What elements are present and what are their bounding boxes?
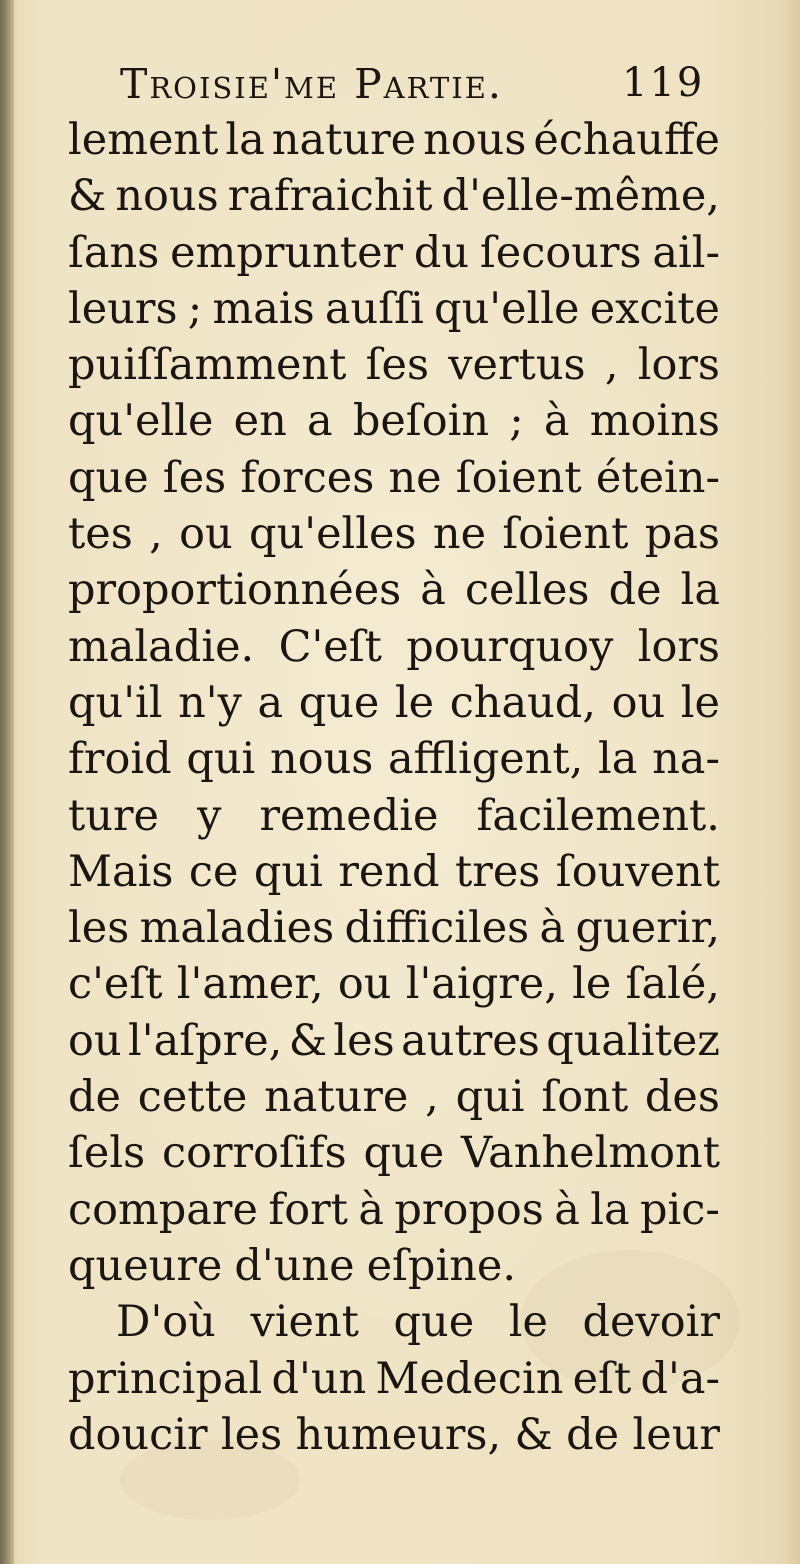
word: qui <box>186 734 256 785</box>
text-line <box>68 731 720 787</box>
word: vient <box>250 1297 359 1348</box>
word: a <box>306 396 333 447</box>
word: à <box>543 396 570 447</box>
word: tres <box>454 846 541 897</box>
text-line <box>68 900 720 956</box>
word: moins <box>589 396 720 447</box>
word: beſoin <box>352 396 490 447</box>
text-line <box>68 506 720 562</box>
word: d'elle-même, <box>441 171 720 222</box>
word: le <box>680 677 720 728</box>
word: doucir <box>68 1409 208 1460</box>
word: fort <box>268 1184 348 1235</box>
word: les <box>220 1409 283 1460</box>
word: à <box>358 1184 384 1235</box>
word: ſalé, <box>625 959 720 1010</box>
word: vertus <box>448 340 586 391</box>
word: d'un <box>271 1353 367 1404</box>
word: rafraichit <box>227 171 433 222</box>
word: la <box>598 734 638 785</box>
word: guerir, <box>575 903 720 954</box>
text-line <box>68 281 720 337</box>
word: qu'elle <box>434 283 580 334</box>
word: ſes <box>365 340 430 391</box>
word: ce <box>188 846 239 897</box>
text-line <box>68 337 720 393</box>
word: C'eſt <box>278 621 382 672</box>
word: du <box>413 227 470 278</box>
text-line <box>68 956 720 1012</box>
word: D'où <box>116 1297 216 1348</box>
word: corroſifs <box>162 1128 347 1179</box>
text-line <box>68 619 720 675</box>
book-spine-edge <box>0 0 14 1564</box>
text-line <box>68 1238 720 1294</box>
word: & <box>288 1015 328 1066</box>
word: que <box>363 1128 445 1179</box>
word: qu'elles <box>249 509 417 560</box>
word: à <box>420 565 446 616</box>
text-line <box>68 168 720 224</box>
word: d'a- <box>640 1353 720 1404</box>
running-header <box>0 60 800 120</box>
word: que <box>298 677 380 728</box>
word: les <box>333 1015 395 1066</box>
word: la <box>590 1184 630 1235</box>
word: pic- <box>640 1184 720 1235</box>
word: queure <box>68 1240 223 1291</box>
word: le <box>508 1297 548 1348</box>
word: ou <box>611 677 666 728</box>
word: ne <box>388 452 442 503</box>
word: qui <box>253 846 323 897</box>
word: de <box>608 565 662 616</box>
word: facilement. <box>476 790 720 841</box>
word: celles <box>464 565 590 616</box>
word: nature <box>264 1072 409 1123</box>
word: des <box>644 1072 720 1123</box>
word: à <box>539 903 566 954</box>
word: emprunter <box>170 227 404 278</box>
text-line <box>68 393 720 449</box>
word: ; <box>509 396 524 447</box>
word: ture <box>68 790 159 841</box>
text-line <box>68 844 720 900</box>
text-line <box>68 1013 720 1069</box>
word: forces <box>240 452 375 503</box>
word: excite <box>589 283 720 334</box>
word: la <box>680 565 720 616</box>
text-line <box>68 1125 720 1181</box>
word: leurs <box>68 283 178 334</box>
word: Medecin <box>375 1353 564 1404</box>
word: c'eſt <box>68 959 163 1010</box>
word: tes <box>68 509 133 560</box>
word: de <box>68 1072 121 1123</box>
word: ſoient <box>502 509 629 560</box>
word: eſpine. <box>366 1240 517 1291</box>
word: autres <box>401 1015 540 1066</box>
word: nous <box>270 734 374 785</box>
word: affligent, <box>388 734 584 785</box>
word: échauffe <box>533 115 720 165</box>
word: ſecours <box>479 227 642 278</box>
word: l'amer, <box>176 959 324 1010</box>
word: , <box>149 509 163 560</box>
word: ſels <box>68 1128 146 1179</box>
word: & <box>514 1409 553 1460</box>
word: de <box>566 1409 620 1460</box>
word: en <box>233 396 287 447</box>
word: nous <box>423 115 527 165</box>
text-line <box>68 675 720 731</box>
word: ail- <box>652 227 720 278</box>
word: pas <box>644 509 720 560</box>
word: ſes <box>162 452 227 503</box>
word: puiſſamment <box>68 340 347 391</box>
word: auſſi <box>324 283 424 334</box>
word: nous <box>115 171 219 222</box>
word: ſouvent <box>555 846 720 897</box>
word: leur <box>632 1409 720 1460</box>
body-text <box>68 112 720 1463</box>
word: & <box>68 171 107 222</box>
word: cette <box>137 1072 248 1123</box>
word: d'une <box>234 1240 355 1291</box>
word: froid <box>68 734 172 785</box>
text-line <box>68 1069 720 1125</box>
word: , <box>425 1072 439 1123</box>
word: qui <box>455 1072 525 1123</box>
word: maladie. <box>68 621 255 672</box>
text-line <box>68 562 720 618</box>
word: y <box>197 790 222 841</box>
text-line <box>68 1182 720 1238</box>
text-line <box>68 225 720 281</box>
word: n'y <box>178 677 242 728</box>
word: ſont <box>541 1072 629 1123</box>
word: propos <box>394 1184 544 1235</box>
word: qualitez <box>546 1015 720 1066</box>
word: lors <box>637 340 720 391</box>
word: le <box>394 677 435 728</box>
word: lement <box>68 115 219 165</box>
word: pourquoy <box>406 621 614 672</box>
text-line <box>68 450 720 506</box>
word: humeurs, <box>295 1409 502 1460</box>
word: l'aſpre, <box>128 1015 283 1066</box>
word: ne <box>432 509 487 560</box>
word: ou <box>179 509 233 560</box>
word: maladies <box>139 903 335 954</box>
word: à <box>554 1184 580 1235</box>
page-number: 119 <box>622 60 705 106</box>
text-line <box>68 788 720 844</box>
text-line <box>68 1294 720 1350</box>
word: ; <box>187 283 203 334</box>
word: lors <box>637 621 720 672</box>
word: Mais <box>68 846 174 897</box>
word: que <box>393 1297 475 1348</box>
word: la <box>225 115 265 165</box>
word: devoir <box>582 1297 720 1348</box>
running-title: Troisie'me Partie. <box>120 60 503 108</box>
text-line <box>68 1351 720 1407</box>
word: chaud, <box>449 677 596 728</box>
word: le <box>572 959 612 1010</box>
word: que <box>68 452 149 503</box>
word: remedie <box>259 790 439 841</box>
word: principal <box>68 1353 263 1404</box>
word: qu'il <box>68 677 163 728</box>
word: l'aigre, <box>405 959 558 1010</box>
text-line <box>68 112 720 168</box>
word: proportionnées <box>68 565 402 616</box>
word: les <box>68 903 130 954</box>
word: , <box>604 340 619 391</box>
word: a <box>257 677 284 728</box>
word: nature <box>271 115 417 165</box>
text-line <box>68 1407 720 1463</box>
word: eſt <box>572 1353 632 1404</box>
word: rend <box>338 846 440 897</box>
word: étein- <box>595 452 720 503</box>
word: ou <box>337 959 392 1010</box>
word: ſoient <box>455 452 582 503</box>
word: difficiles <box>344 903 530 954</box>
word: qu'elle <box>68 396 214 447</box>
word: compare <box>68 1184 258 1235</box>
word: mais <box>212 283 315 334</box>
word: na- <box>652 734 720 785</box>
word: ſans <box>68 227 160 278</box>
word: Vanhelmont <box>461 1128 720 1179</box>
word: ou <box>68 1015 122 1066</box>
